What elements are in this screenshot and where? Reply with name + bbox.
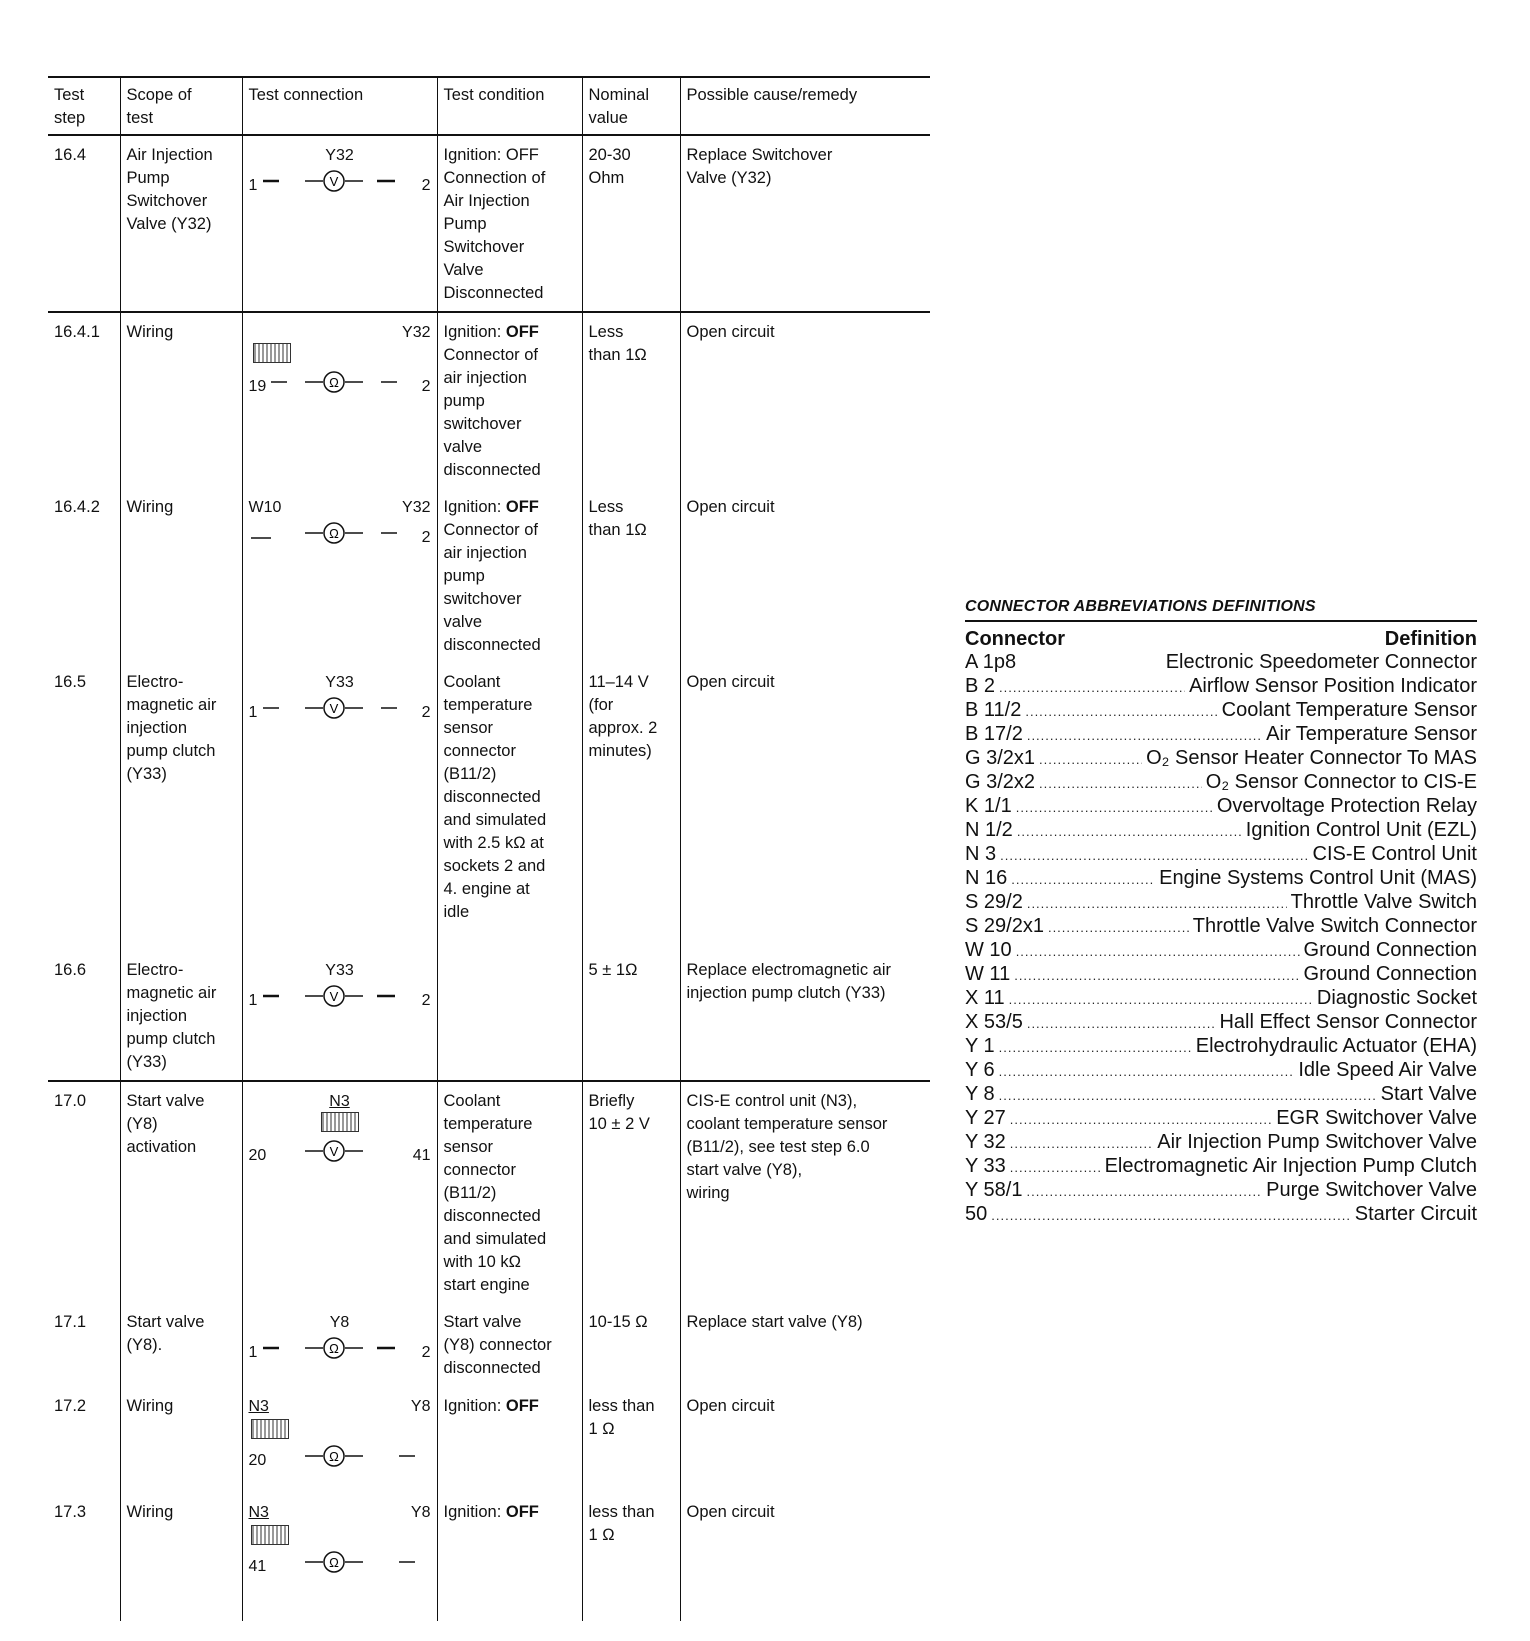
pin-right: 2 <box>421 992 431 1009</box>
legend-code: G 3/2x1 <box>965 747 1036 769</box>
legend-item <box>965 747 1477 771</box>
legend-code: Y 1 <box>965 1035 995 1057</box>
test-connection <box>242 1303 437 1387</box>
scope: Air Injection Pump Switchover Valve (Y32) <box>120 135 242 312</box>
legend-list <box>965 651 1477 1227</box>
legend-item <box>965 939 1477 963</box>
pin-right: 2 <box>421 177 431 194</box>
svg-text:V: V <box>329 1144 338 1159</box>
table-row <box>48 1303 930 1387</box>
table-header-row <box>48 77 930 135</box>
header-nominal: Nominal value <box>582 77 680 135</box>
legend-item <box>965 843 1477 867</box>
leader-dots <box>1009 989 1313 1011</box>
legend-code: B 2 <box>965 675 996 697</box>
test-condition: Ignition: OFF Connection of Air Injection Pump Switchover Valve Disconnected <box>437 135 582 312</box>
component-label: Y8 <box>410 1504 431 1521</box>
scope: Electro- magnetic air injection pump clutch (Y33) <box>120 951 242 1081</box>
leader-dots <box>991 1205 1351 1227</box>
meter-icon <box>249 693 432 723</box>
table-row <box>48 1387 930 1493</box>
pin-right: 2 <box>421 529 431 546</box>
component-label: Y32 <box>402 499 431 516</box>
leader-dots <box>999 1061 1295 1083</box>
leader-dots <box>999 1085 1377 1107</box>
legend-item <box>965 1035 1477 1059</box>
pin-left: 1 <box>248 704 258 721</box>
leader-dots <box>1016 797 1213 819</box>
legend-code: X 53/5 <box>965 1011 1023 1033</box>
legend-code: W 10 <box>965 939 1012 961</box>
remedy: Open circuit <box>680 488 930 663</box>
test-condition <box>437 951 582 1081</box>
test-condition: Coolant temperature sensor connector (B11/2) disconnected and simulated with 10 kΩ start engine <box>437 1081 582 1303</box>
pin-right: 41 <box>412 1147 431 1164</box>
legend-item <box>965 915 1477 939</box>
legend-definition: Throttle Valve Switch <box>1290 891 1477 913</box>
legend-definition: Electronic Speedometer Connector <box>1165 651 1477 673</box>
ohmmeter-schematic <box>249 321 431 413</box>
legend-definition: Throttle Valve Switch Connector <box>1192 915 1477 937</box>
legend-item <box>965 699 1477 723</box>
legend-item <box>965 891 1477 915</box>
remedy: CIS-E control unit (N3), coolant temperature sensor (B11/2), see test step 6.0 start valve (Y8), wiring <box>680 1081 930 1303</box>
component-label: Y32 <box>402 324 431 341</box>
ohmmeter-schematic <box>249 1311 431 1373</box>
legend-item <box>965 1131 1477 1155</box>
meter-icon <box>249 1547 432 1577</box>
legend-code: Y 6 <box>965 1059 995 1081</box>
scope: Wiring <box>120 1493 242 1621</box>
remedy: Replace Switchover Valve (Y32) <box>680 135 930 312</box>
ohmmeter-schematic <box>249 1501 431 1593</box>
legend-item <box>965 1179 1477 1203</box>
test-step: 17.2 <box>54 1397 87 1415</box>
leader-dots <box>1027 725 1262 747</box>
legend-item <box>965 1011 1477 1035</box>
nominal-value: less than 1 Ω <box>582 1387 680 1493</box>
ohmmeter-schematic <box>249 496 431 558</box>
meter-icon <box>249 1441 432 1471</box>
pin-left: 19 <box>248 378 267 395</box>
legend-code: S 29/2 <box>965 891 1023 913</box>
legend-definition: Ignition Control Unit (EZL) <box>1245 819 1477 841</box>
connector-abbreviations-legend <box>965 598 1477 1227</box>
control-unit-label: N3 <box>248 1398 269 1415</box>
header-scope: Scope of test <box>120 77 242 135</box>
legend-definition: Diagnostic Socket <box>1316 987 1477 1009</box>
legend-definition: Electromagnetic Air Injection Pump Clutch <box>1104 1155 1477 1177</box>
svg-text:Ω: Ω <box>328 375 339 390</box>
legend-definition: Purge Switchover Valve <box>1266 1179 1477 1201</box>
test-step: 16.4.2 <box>54 498 100 516</box>
remedy: Replace electromagnetic air injection pump clutch (Y33) <box>680 951 930 1081</box>
test-connection <box>242 312 437 488</box>
leader-dots <box>999 1037 1192 1059</box>
nominal-value: less than 1 Ω <box>582 1493 680 1621</box>
test-step: 17.1 <box>54 1313 87 1331</box>
scope: Wiring <box>120 312 242 488</box>
legend-code: A 1p8 <box>965 651 1017 673</box>
leader-dots <box>1027 893 1287 915</box>
test-connection <box>242 1081 437 1303</box>
legend-code: N 1/2 <box>965 819 1013 841</box>
leader-dots <box>1025 701 1217 723</box>
legend-item <box>965 987 1477 1011</box>
legend-definition: Idle Speed Air Valve <box>1298 1059 1477 1081</box>
test-condition: Ignition: OFF <box>437 1387 582 1493</box>
table-row <box>48 312 930 488</box>
legend-code: Y 32 <box>965 1131 1006 1153</box>
remedy: Open circuit <box>680 663 930 951</box>
table-row <box>48 1081 930 1303</box>
legend-definition: CIS-E Control Unit <box>1312 843 1477 865</box>
voltmeter-schematic <box>249 144 431 206</box>
table-row <box>48 488 930 663</box>
meter-icon <box>249 166 432 196</box>
legend-definition: Air Injection Pump Switchover Valve <box>1157 1131 1477 1153</box>
leader-dots <box>1014 965 1299 987</box>
legend-item <box>965 1203 1477 1227</box>
meter-icon <box>249 367 432 397</box>
remedy: Replace start valve (Y8) <box>680 1303 930 1387</box>
leader-dots <box>999 677 1185 699</box>
component-label: N3 <box>329 1093 350 1110</box>
svg-text:V: V <box>329 174 338 189</box>
legend-item <box>965 771 1477 795</box>
table-row <box>48 1493 930 1621</box>
component-label: Y8 <box>410 1398 431 1415</box>
connector-plug-icon <box>251 1419 289 1439</box>
leader-dots <box>1026 1181 1262 1203</box>
test-connection <box>242 663 437 951</box>
meter-icon <box>249 518 432 548</box>
test-procedure-table <box>48 76 930 1621</box>
legend-definition: Start Valve <box>1380 1083 1477 1105</box>
legend-code: Y 8 <box>965 1083 995 1105</box>
nominal-value: 11–14 V (for approx. 2 minutes) <box>582 663 680 951</box>
header-remedy: Possible cause/remedy <box>680 77 930 135</box>
legend-item <box>965 1059 1477 1083</box>
legend-item <box>965 963 1477 987</box>
test-connection <box>242 488 437 663</box>
pin-left: 20 <box>248 1147 267 1164</box>
legend-title: CONNECTOR ABBREVIATIONS DEFINITIONS <box>965 598 1477 622</box>
test-step: 16.4.1 <box>54 323 100 341</box>
legend-col-definition: Definition <box>1384 628 1477 650</box>
voltmeter-schematic <box>249 671 431 733</box>
legend-definition: Engine Systems Control Unit (MAS) <box>1159 867 1477 889</box>
legend-item <box>965 1107 1477 1131</box>
leader-dots <box>1010 1109 1272 1131</box>
meter-icon <box>249 981 432 1011</box>
legend-definition: Starter Circuit <box>1354 1203 1477 1225</box>
test-step: 16.4 <box>48 135 120 312</box>
legend-item <box>965 1155 1477 1179</box>
voltmeter-schematic <box>249 959 431 1021</box>
svg-text:Ω: Ω <box>328 1555 339 1570</box>
legend-definition: Airflow Sensor Position Indicator <box>1189 675 1477 697</box>
test-condition: Ignition: OFF <box>437 1493 582 1621</box>
legend-definition: Coolant Temperature Sensor <box>1221 699 1477 721</box>
nominal-value: 20-30 Ohm <box>582 135 680 312</box>
legend-code: B 17/2 <box>965 723 1023 745</box>
legend-code: Y 27 <box>965 1107 1006 1129</box>
legend-code: G 3/2x2 <box>965 771 1036 793</box>
svg-text:V: V <box>329 989 338 1004</box>
legend-code: W 11 <box>965 963 1011 985</box>
test-connection <box>242 951 437 1081</box>
table-row <box>48 663 930 951</box>
remedy: Open circuit <box>680 1493 930 1621</box>
leader-dots <box>1010 1133 1153 1155</box>
legend-definition: Ground Connection <box>1303 963 1477 985</box>
pin-right: 2 <box>421 378 431 395</box>
legend-item <box>965 723 1477 747</box>
svg-text:Ω: Ω <box>328 1341 339 1356</box>
nominal-value: Less than 1Ω <box>582 312 680 488</box>
leader-dots <box>1039 773 1202 795</box>
leader-dots <box>1000 845 1308 867</box>
test-step: 17.0 <box>54 1092 87 1110</box>
header-connection: Test connection <box>242 77 437 135</box>
test-condition: Ignition: OFF Connector of air injection pump switchover valve disconnected <box>437 488 582 663</box>
connector-plug-icon <box>253 343 291 363</box>
legend-definition: Ground Connection <box>1303 939 1477 961</box>
test-step: 17.3 <box>54 1503 87 1521</box>
test-step: 16.6 <box>48 951 120 1081</box>
pin-right: 2 <box>421 704 431 721</box>
scope: Start valve (Y8). <box>120 1303 242 1387</box>
scope: Wiring <box>120 1387 242 1493</box>
ohmmeter-schematic <box>249 1395 431 1487</box>
legend-item <box>965 1083 1477 1107</box>
leader-dots <box>1011 869 1155 891</box>
pin-left: 1 <box>248 177 258 194</box>
scope: Start valve (Y8) activation <box>120 1081 242 1303</box>
voltmeter-schematic <box>249 1090 431 1182</box>
nominal-value: Less than 1Ω <box>582 488 680 663</box>
component-label: Y32 <box>325 147 354 164</box>
legend-item <box>965 867 1477 891</box>
component-label: Y8 <box>329 1314 350 1331</box>
legend-definition: Overvoltage Protection Relay <box>1216 795 1477 817</box>
pin-left: 41 <box>248 1558 267 1575</box>
meter-icon <box>249 1136 432 1166</box>
svg-text:Ω: Ω <box>328 1449 339 1464</box>
legend-item <box>965 675 1477 699</box>
legend-code: K 1/1 <box>965 795 1012 817</box>
test-condition: Coolant temperature sensor connector (B11/2) disconnected and simulated with 2.5 kΩ at sockets 2 and 4. engine at idle <box>437 663 582 951</box>
legend-header <box>965 628 1477 651</box>
legend-code: S 29/2x1 <box>965 915 1044 937</box>
nominal-value: 5 ± 1Ω <box>582 951 680 1081</box>
pin-left: 1 <box>248 992 258 1009</box>
legend-item <box>965 651 1477 675</box>
pin-left: 1 <box>248 1344 258 1361</box>
pin-left: 20 <box>248 1452 267 1469</box>
legend-code: Y 58/1 <box>965 1179 1023 1201</box>
meter-icon <box>249 1333 432 1363</box>
legend-code: N 3 <box>965 843 997 865</box>
leader-dots <box>1016 941 1300 963</box>
pin-right: 2 <box>421 1344 431 1361</box>
table-row <box>48 951 930 1081</box>
legend-definition: Air Temperature Sensor <box>1266 723 1477 745</box>
test-connection <box>242 1493 437 1621</box>
scope: Wiring <box>120 488 242 663</box>
legend-code: N 16 <box>965 867 1008 889</box>
legend-code: 50 <box>965 1203 988 1225</box>
test-connection <box>242 135 437 312</box>
legend-definition: Electrohydraulic Actuator (EHA) <box>1195 1035 1477 1057</box>
leader-dots <box>1010 1157 1101 1179</box>
nominal-value: Briefly 10 ± 2 V <box>582 1081 680 1303</box>
table-row <box>48 135 930 312</box>
test-condition: Ignition: OFF Connector of air injection pump switchover valve disconnected <box>437 312 582 488</box>
legend-definition: Hall Effect Sensor Connector <box>1219 1011 1477 1033</box>
legend-col-connector: Connector <box>965 628 1065 650</box>
header-test-step: Test step <box>48 77 120 135</box>
connector-plug-icon <box>321 1112 359 1132</box>
scope: Electro- magnetic air injection pump clutch (Y33) <box>120 663 242 951</box>
leader-dots <box>1017 821 1242 843</box>
component-label: Y33 <box>325 962 354 979</box>
legend-definition: O₂ Sensor Connector to CIS-E <box>1205 771 1477 793</box>
leader-dots <box>1039 749 1142 771</box>
remedy: Open circuit <box>680 312 930 488</box>
legend-code: B 11/2 <box>965 699 1022 721</box>
leader-dots <box>1027 1013 1216 1035</box>
ground-label: W10 <box>248 499 282 516</box>
header-condition: Test condition <box>437 77 582 135</box>
legend-code: Y 33 <box>965 1155 1006 1177</box>
test-condition: Start valve (Y8) connector disconnected <box>437 1303 582 1387</box>
legend-definition: O₂ Sensor Heater Connector To MAS <box>1146 747 1477 769</box>
remedy: Open circuit <box>680 1387 930 1493</box>
legend-code: X 11 <box>965 987 1005 1009</box>
leader-dots <box>1048 917 1189 939</box>
legend-item <box>965 819 1477 843</box>
svg-text:V: V <box>329 701 338 716</box>
component-label: Y33 <box>325 674 354 691</box>
control-unit-label: N3 <box>248 1504 269 1521</box>
legend-item <box>965 795 1477 819</box>
nominal-value: 10-15 Ω <box>582 1303 680 1387</box>
svg-text:Ω: Ω <box>328 526 339 541</box>
test-connection <box>242 1387 437 1493</box>
connector-plug-icon <box>251 1525 289 1545</box>
legend-definition: EGR Switchover Valve <box>1276 1107 1477 1129</box>
test-step: 16.5 <box>54 673 87 691</box>
